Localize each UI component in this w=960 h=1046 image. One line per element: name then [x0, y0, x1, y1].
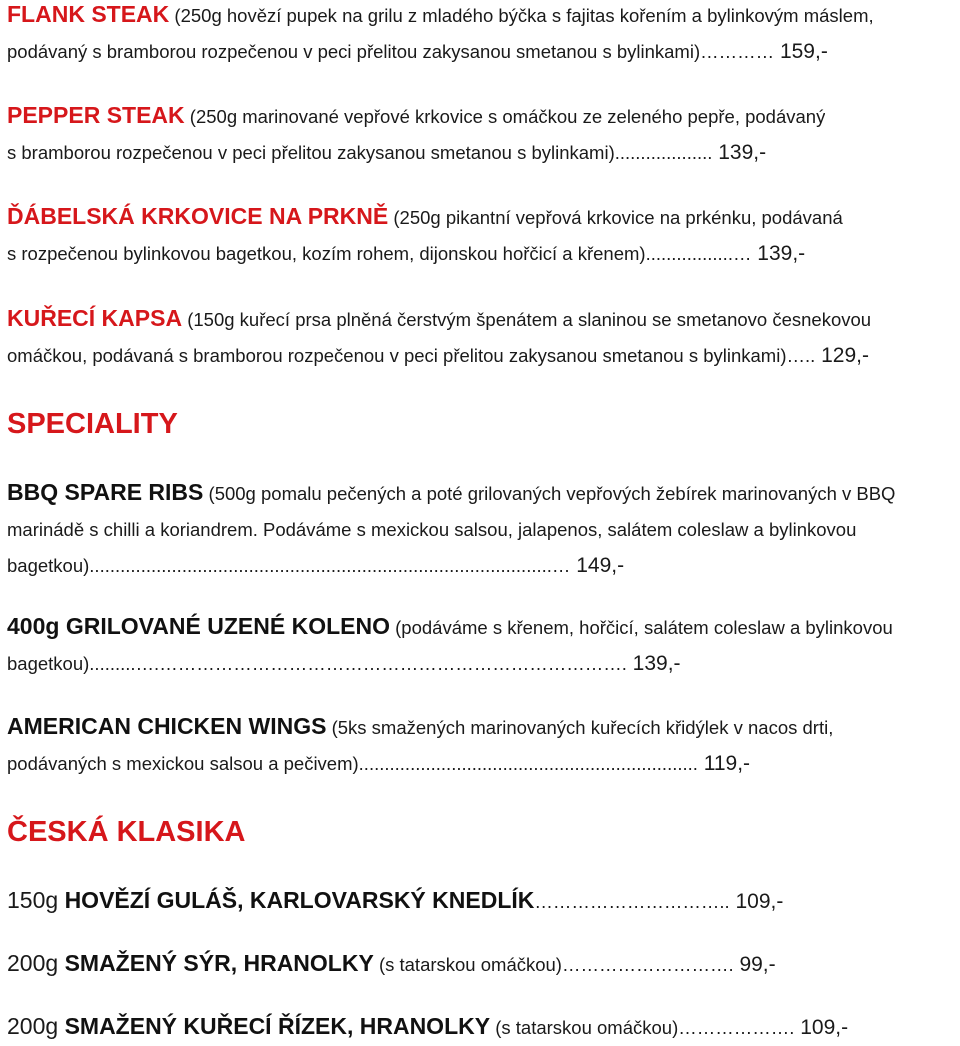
item-price: 139,-	[626, 652, 681, 675]
menu-item-grilovane-koleno	[7, 608, 893, 682]
item-line	[7, 97, 825, 135]
item-price: 139,-	[712, 141, 767, 164]
item-name: SMAŽENÝ SÝR, HRANOLKY	[64, 950, 374, 976]
section-heading-speciality: SPECIALITY	[7, 408, 178, 440]
item-dots: ..........................................................................................…	[89, 555, 571, 576]
item-price: 99,-	[733, 953, 776, 976]
item-note: (s tatarskou omáčkou)	[373, 954, 562, 975]
item-description: podávaných s mexickou salsou a pečivem)	[7, 753, 359, 774]
item-dots: ……………….	[678, 1017, 795, 1038]
item-dots: …………	[700, 41, 775, 62]
item-description: (250g marinované vepřové krkovice s omáčkou ze zeleného pepře, podávaný	[184, 106, 826, 127]
item-dots: .........….………………………………………………………………….	[89, 653, 627, 674]
item-quantity: 200g	[7, 950, 65, 976]
item-name: PEPPER STEAK	[7, 102, 185, 128]
menu-item-kureci-kapsa	[7, 300, 871, 374]
item-name: GRILOVANÉ UZENÉ KOLENO	[65, 613, 390, 639]
item-description: (150g kuřecí prsa plněná čerstvým špenátem a slaninou se smetanovo česnekovou	[182, 309, 872, 330]
item-quantity: 200g	[7, 1013, 65, 1039]
item-name: HOVĚZÍ GULÁŠ, KARLOVARSKÝ KNEDLÍK	[64, 887, 535, 913]
item-line	[7, 474, 895, 512]
item-note: (s tatarskou omáčkou)	[490, 1017, 679, 1038]
item-description: s bramborou rozpečenou v peci přelitou zakysanou smetanou s bylinkami)	[7, 142, 615, 163]
item-line	[7, 708, 833, 746]
item-line	[7, 882, 783, 920]
item-line	[7, 945, 776, 983]
item-name: KUŘECÍ KAPSA	[7, 305, 183, 331]
item-line	[7, 198, 843, 236]
item-dots: ..................................................................	[358, 753, 698, 774]
item-dots: …………………………..	[534, 891, 730, 912]
menu-item-gulas	[7, 882, 783, 920]
item-description: (5ks smažených marinovaných kuřecích křidýlek v nacos drti,	[326, 717, 834, 738]
item-dots: ...................	[614, 142, 713, 163]
item-price: 149,-	[570, 554, 625, 577]
item-price: 139,-	[751, 242, 806, 265]
item-line	[7, 34, 874, 70]
item-name: ĎÁBELSKÁ KRKOVICE NA PRKNĚ	[7, 203, 389, 229]
item-price: 119,-	[697, 752, 751, 775]
item-description: (podáváme s křenem, hořčicí, salátem coleslaw a bylinkovou	[389, 617, 893, 638]
item-line	[7, 300, 871, 338]
section-heading-klasika: ČESKÁ KLASIKA	[7, 816, 246, 848]
menu-item-pepper-steak	[7, 97, 825, 171]
item-description: podávaný s bramborou rozpečenou v peci přelitou zakysanou smetanou s bylinkami)	[7, 41, 701, 62]
item-line	[7, 0, 874, 34]
item-price: 159,-	[774, 40, 828, 63]
item-quantity: 150g	[7, 887, 65, 913]
item-line	[7, 135, 825, 171]
item-description: marinádě s chilli a koriandrem. Podáváme s mexickou salsou, jalapenos, salátem coleslaw a bylinkovou	[7, 519, 857, 540]
item-description: (250g pikantní vepřová krkovice na prkénku, podávaná	[388, 207, 843, 228]
item-line	[7, 512, 895, 548]
item-price: 109,-	[794, 1016, 849, 1039]
menu-item-syr	[7, 945, 776, 983]
menu-item-rizek	[7, 1008, 848, 1046]
item-line	[7, 1008, 848, 1046]
menu-item-flank-steak	[7, 0, 874, 70]
item-price: 129,-	[815, 344, 869, 367]
item-line	[7, 746, 833, 782]
item-name: FLANK STEAK	[7, 1, 170, 27]
item-dots: .................…	[645, 243, 752, 264]
item-quantity: 400g	[7, 613, 66, 639]
item-description: bagetkou)	[7, 555, 90, 576]
menu-item-chicken-wings	[7, 708, 833, 782]
item-description: s rozpečenou bylinkovou bagetkou, kozím rohem, dijonskou hořčicí a křenem)	[7, 243, 646, 264]
item-name: BBQ SPARE RIBS	[7, 479, 204, 505]
item-description: omáčkou, podávaná s bramborou rozpečenou v peci přelitou zakysanou smetanou s bylinkami)	[7, 345, 787, 366]
item-line	[7, 236, 843, 272]
item-line	[7, 338, 871, 374]
menu-item-dabelska-krkovice	[7, 198, 843, 272]
item-price: 109,-	[729, 890, 784, 913]
item-description: bagetkou)	[7, 653, 90, 674]
item-description: (500g pomalu pečených a poté grilovaných vepřových žebírek marinovaných v BBQ	[203, 483, 896, 504]
item-dots: …..	[786, 345, 816, 366]
item-name: AMERICAN CHICKEN WINGS	[7, 713, 327, 739]
item-line	[7, 646, 893, 682]
item-name: SMAŽENÝ KUŘECÍ ŘÍZEK, HRANOLKY	[64, 1013, 491, 1039]
item-line	[7, 608, 893, 646]
item-dots: ……………………….	[561, 954, 734, 975]
item-line	[7, 548, 895, 584]
menu-item-bbq-spare-ribs	[7, 474, 895, 584]
item-description: (250g hovězí pupek na grilu z mladého býčka s fajitas kořením a bylinkovým máslem,	[169, 5, 874, 26]
